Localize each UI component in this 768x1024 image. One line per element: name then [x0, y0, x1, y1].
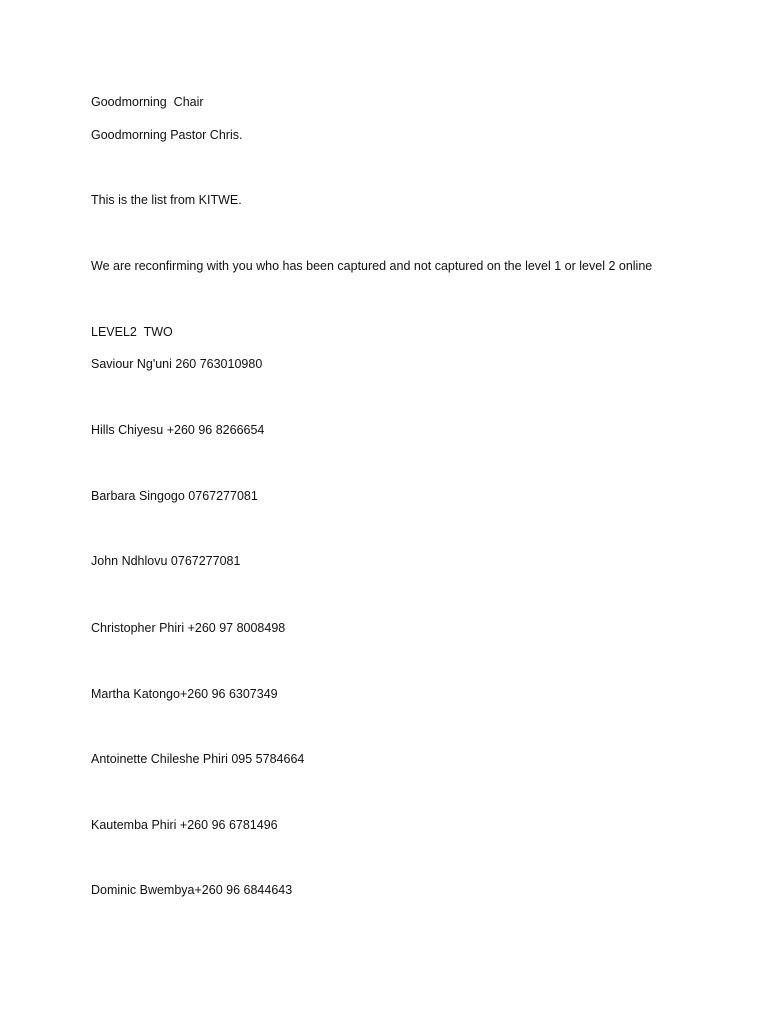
list-item: Martha Katongo+260 96 6307349 [91, 687, 278, 701]
note-text: We are reconfirming with you who has been captured and not captured on the level 1 or level 2 online [91, 259, 653, 273]
greeting-pastor: Goodmorning Pastor Chris. [91, 128, 243, 142]
list-item: Kautemba Phiri +260 96 6781496 [91, 818, 278, 832]
list-item: Antoinette Chileshe Phiri 095 5784664 [91, 752, 305, 766]
intro-text: This is the list from KITWE. [91, 193, 242, 207]
list-item: Christopher Phiri +260 97 8008498 [91, 621, 286, 635]
section-heading: LEVEL2 TWO [91, 325, 173, 339]
greeting-chair: Goodmorning Chair [91, 95, 204, 109]
list-item: Saviour Ng'uni 260 763010980 [91, 357, 263, 371]
list-item: John Ndhlovu 0767277081 [91, 554, 241, 568]
list-item: Dominic Bwembya+260 96 6844643 [91, 883, 293, 897]
list-item: Barbara Singogo 0767277081 [91, 489, 258, 503]
list-item: Hills Chiyesu +260 96 8266654 [91, 423, 265, 437]
